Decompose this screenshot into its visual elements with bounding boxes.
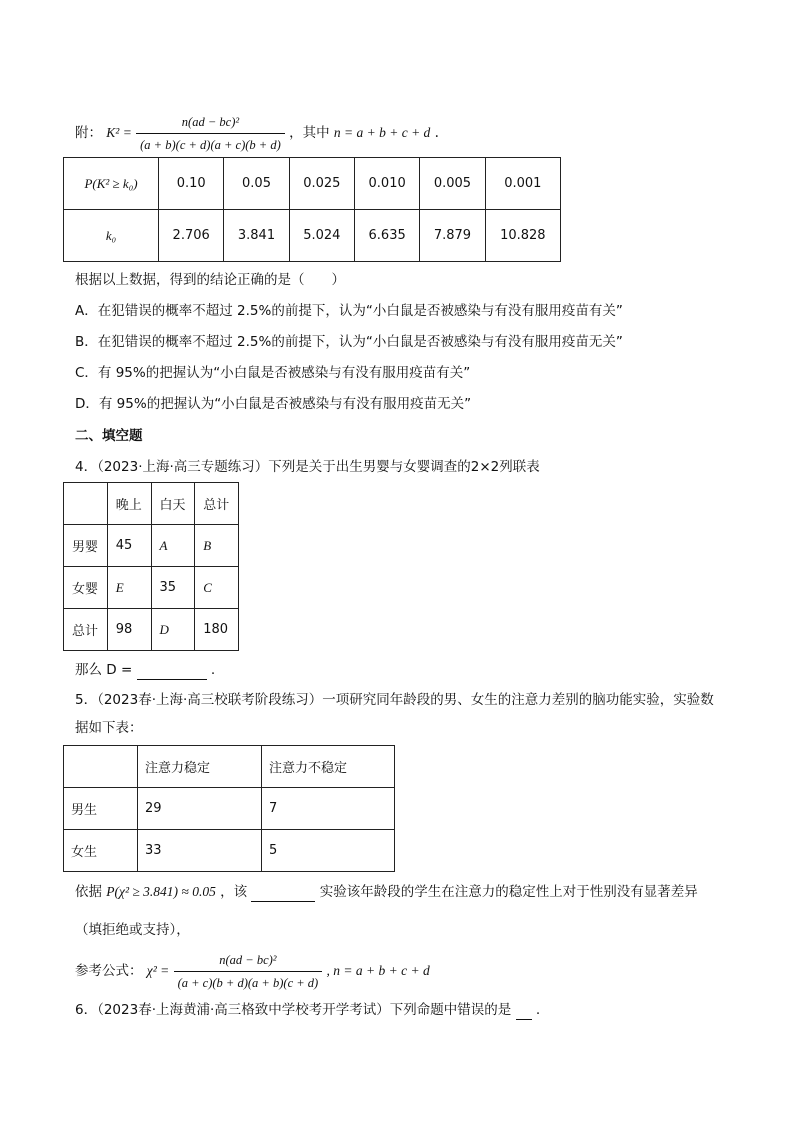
q5-stem-line1: 5．（2023春·上海·高三校联考阶段练习）一项研究同年龄段的男、女生的注意力差别的脑功能实验，实验数 xyxy=(75,692,714,708)
q5-stem-line2: 据如下表： xyxy=(75,720,143,736)
table-cell: 6.635 xyxy=(354,210,419,262)
n-expression: n = a + b + c + d xyxy=(333,125,431,140)
table-cell xyxy=(64,746,138,788)
q4-stem: 4．（2023·上海·高三专题练习）下列是关于出生男婴与女婴调查的2×2列联表 xyxy=(75,459,540,475)
table-row xyxy=(64,746,395,788)
chi2-lhs: χ² = xyxy=(146,963,170,978)
chi2-n-expression: , n = a + b + c + d xyxy=(326,963,430,978)
table-cell xyxy=(64,483,108,525)
q5-line-a xyxy=(75,882,698,902)
table-cell: 女婴 xyxy=(64,567,108,609)
k2-denominator: (a + b)(c + d)(a + c)(b + d) xyxy=(140,138,281,152)
k-row-label: k₀ xyxy=(64,210,159,262)
formula-prefix: 参考公式： xyxy=(75,963,143,979)
q6-answer-blank[interactable] xyxy=(516,1005,532,1020)
table-cell: B xyxy=(195,525,239,567)
table-cell: 0.005 xyxy=(420,158,485,210)
table-cell: 29 xyxy=(138,788,262,830)
q6-line xyxy=(75,1000,540,1020)
chi2-denominator: (a + c)(b + d)(a + b)(c + d) xyxy=(177,976,319,990)
q6-stem: 6．（2023春·上海黄浦·高三格致中学校考开学考试）下列命题中错误的是 xyxy=(75,1002,512,1018)
table-cell: 0.05 xyxy=(224,158,289,210)
table-header: 注意力不稳定 xyxy=(262,746,395,788)
table-cell: C xyxy=(195,567,239,609)
table-cell: 男生 xyxy=(64,788,138,830)
table-cell: 98 xyxy=(107,609,151,651)
q4-answer-line xyxy=(75,660,215,680)
k2-numerator: n(ad − bc)² xyxy=(136,112,285,134)
table-cell: 7 xyxy=(262,788,395,830)
appendix-prefix: 附： xyxy=(75,125,102,141)
k2-fraction xyxy=(136,112,285,155)
q4-answer-end: . xyxy=(210,662,216,678)
table-cell: 33 xyxy=(138,830,262,872)
appendix-formula-line xyxy=(75,112,439,155)
q3-option-c: C．有 95%的把握认为“小白鼠是否被感染与有没有服用疫苗有关” xyxy=(75,365,471,381)
table-cell: 7.879 xyxy=(420,210,485,262)
q3-stem: 根据以上数据，得到的结论正确的是（ ） xyxy=(75,272,345,288)
q4-contingency-table xyxy=(63,482,239,651)
table-header: 白天 xyxy=(151,483,195,525)
q5-line-a-mid: ，该 xyxy=(220,884,248,900)
appendix-suffix: ，其中 xyxy=(289,125,330,141)
table-row xyxy=(64,525,239,567)
table-cell: A xyxy=(151,525,195,567)
table-cell: D xyxy=(151,609,195,651)
table-cell: 0.025 xyxy=(289,158,354,210)
chi2-fraction xyxy=(174,950,323,993)
table-row xyxy=(64,830,395,872)
q3-option-d: D．有 95%的把握认为“小白鼠是否被感染与有没有服用疫苗无关” xyxy=(75,396,472,412)
table-cell: 5.024 xyxy=(289,210,354,262)
q5-line-b: （填拒绝或支持）， xyxy=(75,922,190,938)
q6-end: . xyxy=(535,1002,541,1018)
q5-line-a-prefix: 依据 xyxy=(75,884,102,900)
table-cell: 180 xyxy=(195,609,239,651)
appendix-end: . xyxy=(434,125,439,141)
section-title: 二、填空题 xyxy=(75,428,143,444)
table-row xyxy=(64,567,239,609)
q3-option-a: A．在犯错误的概率不超过 2.5%的前提下，认为“小白鼠是否被感染与有没有服用疫苗有关” xyxy=(75,303,623,319)
q4-answer-prefix: 那么 D = xyxy=(75,662,133,678)
q5-line-a-post: 实验该年龄段的学生在注意力的稳定性上对于性别没有显著差异 xyxy=(319,884,698,900)
table-cell: 3.841 xyxy=(224,210,289,262)
table-cell: 5 xyxy=(262,830,395,872)
p-row-label: P(K² ≥ k₀) xyxy=(64,158,159,210)
table-row xyxy=(64,788,395,830)
table-cell: E xyxy=(107,567,151,609)
table-cell: 总计 xyxy=(64,609,108,651)
table-header: 总计 xyxy=(195,483,239,525)
critical-value-table xyxy=(63,157,561,262)
q5-reference-formula xyxy=(75,950,430,993)
q5-probability-expr: P(χ² ≥ 3.841) ≈ 0.05 xyxy=(106,884,216,899)
table-row xyxy=(64,483,239,525)
table-row xyxy=(64,609,239,651)
q4-answer-blank[interactable] xyxy=(137,665,207,680)
table-row xyxy=(64,210,561,262)
table-cell: 35 xyxy=(151,567,195,609)
table-cell: 0.10 xyxy=(159,158,224,210)
q3-option-b: B．在犯错误的概率不超过 2.5%的前提下，认为“小白鼠是否被感染与有没有服用疫苗无关” xyxy=(75,334,623,350)
table-cell: 0.010 xyxy=(354,158,419,210)
table-cell: 女生 xyxy=(64,830,138,872)
k2-lhs: K² = xyxy=(106,125,132,140)
table-cell: 0.001 xyxy=(485,158,560,210)
table-cell: 男婴 xyxy=(64,525,108,567)
q5-answer-blank[interactable] xyxy=(251,887,315,902)
table-cell: 45 xyxy=(107,525,151,567)
table-header: 注意力稳定 xyxy=(138,746,262,788)
table-header: 晚上 xyxy=(107,483,151,525)
chi2-numerator: n(ad − bc)² xyxy=(174,950,323,972)
q5-attention-table xyxy=(63,745,395,872)
table-row xyxy=(64,158,561,210)
table-cell: 2.706 xyxy=(159,210,224,262)
table-cell: 10.828 xyxy=(485,210,560,262)
